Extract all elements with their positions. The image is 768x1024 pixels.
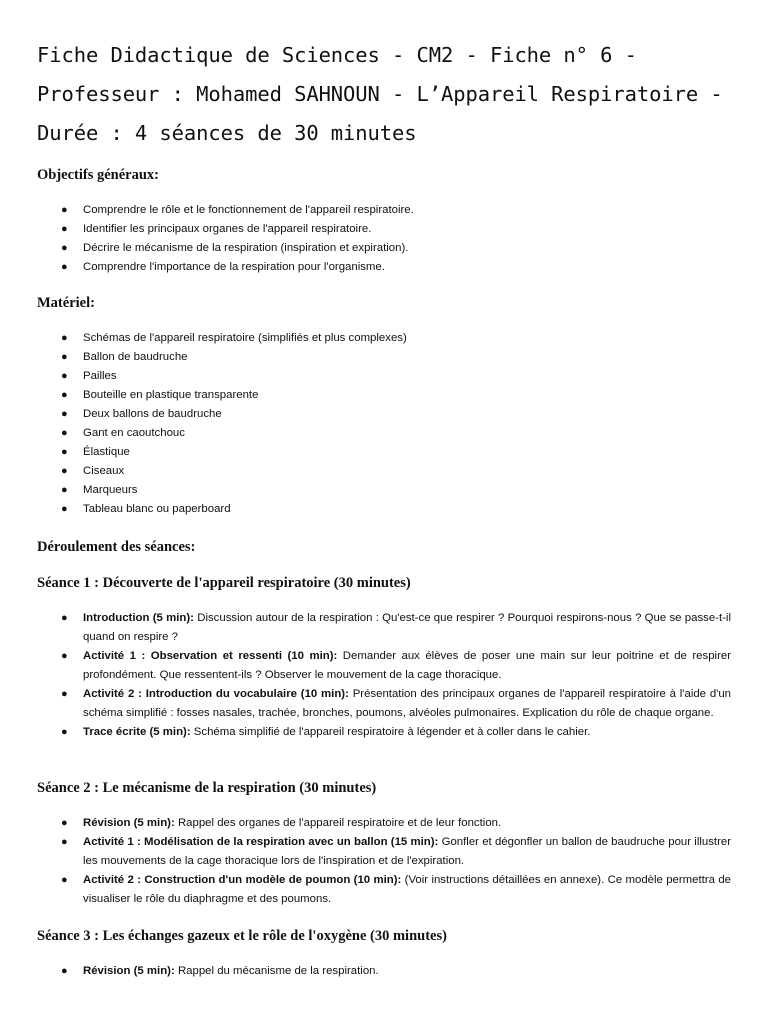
item-text: Rappel des organes de l'appareil respiratoire et de leur fonction.: [174, 817, 502, 829]
list-item: [37, 685, 731, 723]
item-label: Activité 1 : Modélisation de la respiration avec un ballon (15 min):: [83, 836, 439, 848]
item-label: Trace écrite (5 min):: [83, 726, 191, 738]
bullet-icon: ●: [61, 223, 68, 235]
item-text: Schémas de l'appareil respiratoire (simplifiés et plus complexes): [83, 332, 407, 344]
list-item: [37, 462, 731, 481]
list-objectifs: [37, 201, 731, 277]
heading-seance-1: Séance 1 : Découverte de l'appareil respiratoire (30 minutes): [37, 575, 411, 591]
item-text: Comprendre le rôle et le fonctionnement de l'appareil respiratoire.: [83, 204, 414, 216]
document-title: [37, 36, 731, 153]
list-item: [37, 814, 731, 833]
heading-materiel: Matériel:: [37, 295, 95, 311]
list-seance-2: [37, 814, 731, 909]
item-text: Identifier les principaux organes de l'appareil respiratoire.: [83, 223, 372, 235]
list-item: [37, 500, 731, 519]
list-item: [37, 386, 731, 405]
list-seance-1: [37, 609, 731, 742]
item-text: Schéma simplifié de l'appareil respiratoire à légender et à coller dans le cahier.: [190, 726, 591, 738]
section-seance-3: [37, 927, 731, 981]
item-text: Discussion autour de la respiration : Qu'est-ce que respirer ? Pourquoi respirons-nous ? Que se passe-t-il quand on respire ?: [83, 612, 731, 643]
heading-deroulement: Déroulement des séances:: [37, 539, 196, 555]
bullet-icon: ●: [61, 370, 68, 382]
section-materiel: [37, 294, 731, 519]
bullet-icon: ●: [61, 965, 68, 977]
item-text: Marqueurs: [83, 484, 138, 496]
item-text: Comprendre l'importance de la respiration pour l'organisme.: [83, 261, 385, 273]
list-item: [37, 871, 731, 909]
title-line-2: Professeur : Mohamed SAHNOUN - L’Appareil Respiratoire -: [37, 82, 723, 106]
section-seance-1: [37, 574, 731, 742]
title-line-3: Durée : 4 séances de 30 minutes: [37, 121, 417, 145]
item-text: Présentation des principaux organes de l'appareil respiratoire à l'aide d'un schéma simplifié : fosses nasales, trachée, bronches, poumons, alvéoles pulmonaires. Explication du rôle de chaque organe.: [83, 688, 732, 719]
item-label: Activité 1 : Observation et ressenti (10 min):: [83, 650, 338, 662]
bullet-icon: ●: [61, 465, 68, 477]
list-item: [37, 348, 731, 367]
item-text: Demander aux élèves de poser une main sur leur poitrine et de respirer profondément. Que ressentent-ils ? Observer le mouvement de la cage thoracique.: [83, 650, 731, 681]
item-text: Ballon de baudruche: [83, 351, 188, 363]
section-deroulement: [37, 538, 731, 556]
list-item: [37, 201, 731, 220]
item-text: Deux ballons de baudruche: [83, 408, 222, 420]
item-text: Bouteille en plastique transparente: [83, 389, 259, 401]
list-item: [37, 367, 731, 386]
list-item: [37, 405, 731, 424]
list-item: [37, 609, 731, 647]
list-item: [37, 723, 731, 742]
item-text: (Voir instructions détaillées en annexe). Ce modèle permettra de visualiser le rôle du diaphragme et des poumons.: [83, 874, 731, 905]
item-label: Activité 2 : Construction d'un modèle de poumon (10 min):: [83, 874, 402, 886]
item-text: Ciseaux: [83, 465, 125, 477]
list-seance-3: [37, 962, 731, 981]
bullet-icon: ●: [61, 874, 68, 886]
heading-objectifs: Objectifs généraux:: [37, 167, 160, 183]
bullet-icon: ●: [61, 446, 68, 458]
list-item: [37, 443, 731, 462]
bullet-icon: ●: [61, 650, 68, 662]
item-text: Tableau blanc ou paperboard: [83, 503, 231, 515]
bullet-icon: ●: [61, 332, 68, 344]
list-item: [37, 424, 731, 443]
bullet-icon: ●: [61, 484, 68, 496]
section-seance-2: [37, 779, 731, 909]
bullet-icon: ●: [61, 688, 68, 700]
bullet-icon: ●: [61, 261, 68, 273]
item-text: Élastique: [83, 446, 130, 458]
list-item: [37, 962, 731, 981]
bullet-icon: ●: [61, 242, 68, 254]
list-item: [37, 481, 731, 500]
bullet-icon: ●: [61, 817, 68, 829]
heading-seance-2: Séance 2 : Le mécanisme de la respiration (30 minutes): [37, 780, 377, 796]
bullet-icon: ●: [61, 204, 68, 216]
title-line-1: Fiche Didactique de Sciences - CM2 - Fiche n° 6 -: [37, 43, 637, 67]
item-text: Décrire le mécanisme de la respiration (inspiration et expiration).: [83, 242, 409, 254]
bullet-icon: ●: [61, 408, 68, 420]
item-label: Révision (5 min):: [83, 817, 175, 829]
bullet-icon: ●: [61, 726, 68, 738]
item-label: Introduction (5 min):: [83, 612, 194, 624]
heading-seance-3: Séance 3 : Les échanges gazeux et le rôle de l'oxygène (30 minutes): [37, 928, 447, 944]
bullet-icon: ●: [61, 836, 68, 848]
bullet-icon: ●: [61, 389, 68, 401]
list-materiel: [37, 329, 731, 519]
section-objectifs: [37, 166, 731, 277]
list-item: [37, 220, 731, 239]
list-item: [37, 647, 731, 685]
item-text: Pailles: [83, 370, 117, 382]
bullet-icon: ●: [61, 612, 68, 624]
item-text: Rappel du mécanisme de la respiration.: [174, 965, 379, 977]
item-label: Activité 2 : Introduction du vocabulaire (10 min):: [83, 688, 349, 700]
item-text: Gonfler et dégonfler un ballon de baudruche pour illustrer les mouvements de la cage thoracique lors de l'inspiration et de l'expiration.: [83, 836, 732, 867]
list-item: [37, 258, 731, 277]
list-item: [37, 833, 731, 871]
list-item: [37, 239, 731, 258]
list-item: [37, 329, 731, 348]
bullet-icon: ●: [61, 427, 68, 439]
item-text: Gant en caoutchouc: [83, 427, 185, 439]
bullet-icon: ●: [61, 351, 68, 363]
item-label: Révision (5 min):: [83, 965, 175, 977]
bullet-icon: ●: [61, 503, 68, 515]
